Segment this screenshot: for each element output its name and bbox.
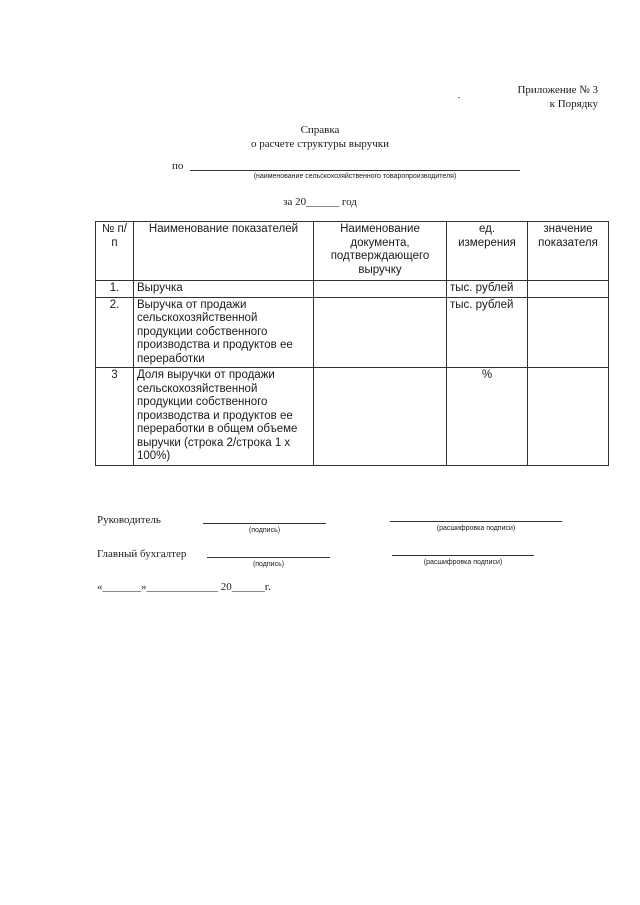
accountant-decode-line[interactable]: [392, 555, 534, 556]
document-title: [0, 123, 640, 151]
accountant-decode-caption: (расшифровка подписи): [423, 559, 503, 566]
producer-prefix: по: [172, 160, 184, 172]
scan-speck: [458, 97, 460, 98]
date-line[interactable]: «_______»_____________ 20______г.: [97, 581, 271, 593]
table-row: [96, 368, 609, 466]
appendix-reference: к Порядку: [549, 98, 598, 110]
head-decode-line[interactable]: [390, 521, 562, 522]
accountant-label: Главный бухгалтер: [97, 548, 187, 560]
row-value[interactable]: [528, 297, 609, 368]
row-number: 2.: [96, 297, 134, 368]
appendix-note: [517, 83, 598, 111]
producer-name-line[interactable]: [190, 170, 520, 171]
row-number: 3: [96, 368, 134, 466]
row-indicator: Выручка: [134, 281, 314, 298]
head-label: Руководитель: [97, 514, 161, 526]
table-row: [96, 297, 609, 368]
title-subtitle: о расчете структуры выручки: [250, 138, 390, 150]
revenue-structure-table: [95, 221, 609, 466]
row-value[interactable]: [528, 281, 609, 298]
header-num: № п/п: [96, 222, 134, 281]
header-indicator: Наименование показателей: [134, 222, 314, 281]
head-signature-caption: (подпись): [248, 527, 281, 534]
row-document[interactable]: [314, 281, 447, 298]
header-document: Наименование документа, подтверждающего выручку: [314, 222, 447, 281]
table-row: [96, 281, 609, 298]
row-value[interactable]: [528, 368, 609, 466]
row-number: 1.: [96, 281, 134, 298]
head-decode-caption: (расшифровка подписи): [436, 525, 516, 532]
table-header-row: [96, 222, 609, 281]
row-indicator: Доля выручки от продажи сельскохозяйственной продукции собственного производства и продуктов ее переработки в общем объеме выручки (строка 2/строка 1 x 100%): [134, 368, 314, 466]
row-unit: тыс. рублей: [447, 281, 528, 298]
appendix-number: Приложение № 3: [517, 84, 598, 96]
row-unit: %: [447, 368, 528, 466]
title-main: Справка: [300, 124, 340, 136]
row-unit: тыс. рублей: [447, 297, 528, 368]
header-unit: ед. измерения: [447, 222, 528, 281]
row-document[interactable]: [314, 368, 447, 466]
row-indicator: Выручка от продажи сельскохозяйственной продукции собственного производства и продуктов ее переработки: [134, 297, 314, 368]
report-period: за 20______ год: [283, 196, 357, 208]
header-value: значение показателя: [528, 222, 609, 281]
row-document[interactable]: [314, 297, 447, 368]
producer-caption: (наименование сельскохозяйственного товаропроизводителя): [253, 173, 457, 180]
accountant-signature-line[interactable]: [207, 557, 330, 558]
accountant-signature-caption: (подпись): [252, 561, 285, 568]
head-signature-line[interactable]: [203, 523, 326, 524]
